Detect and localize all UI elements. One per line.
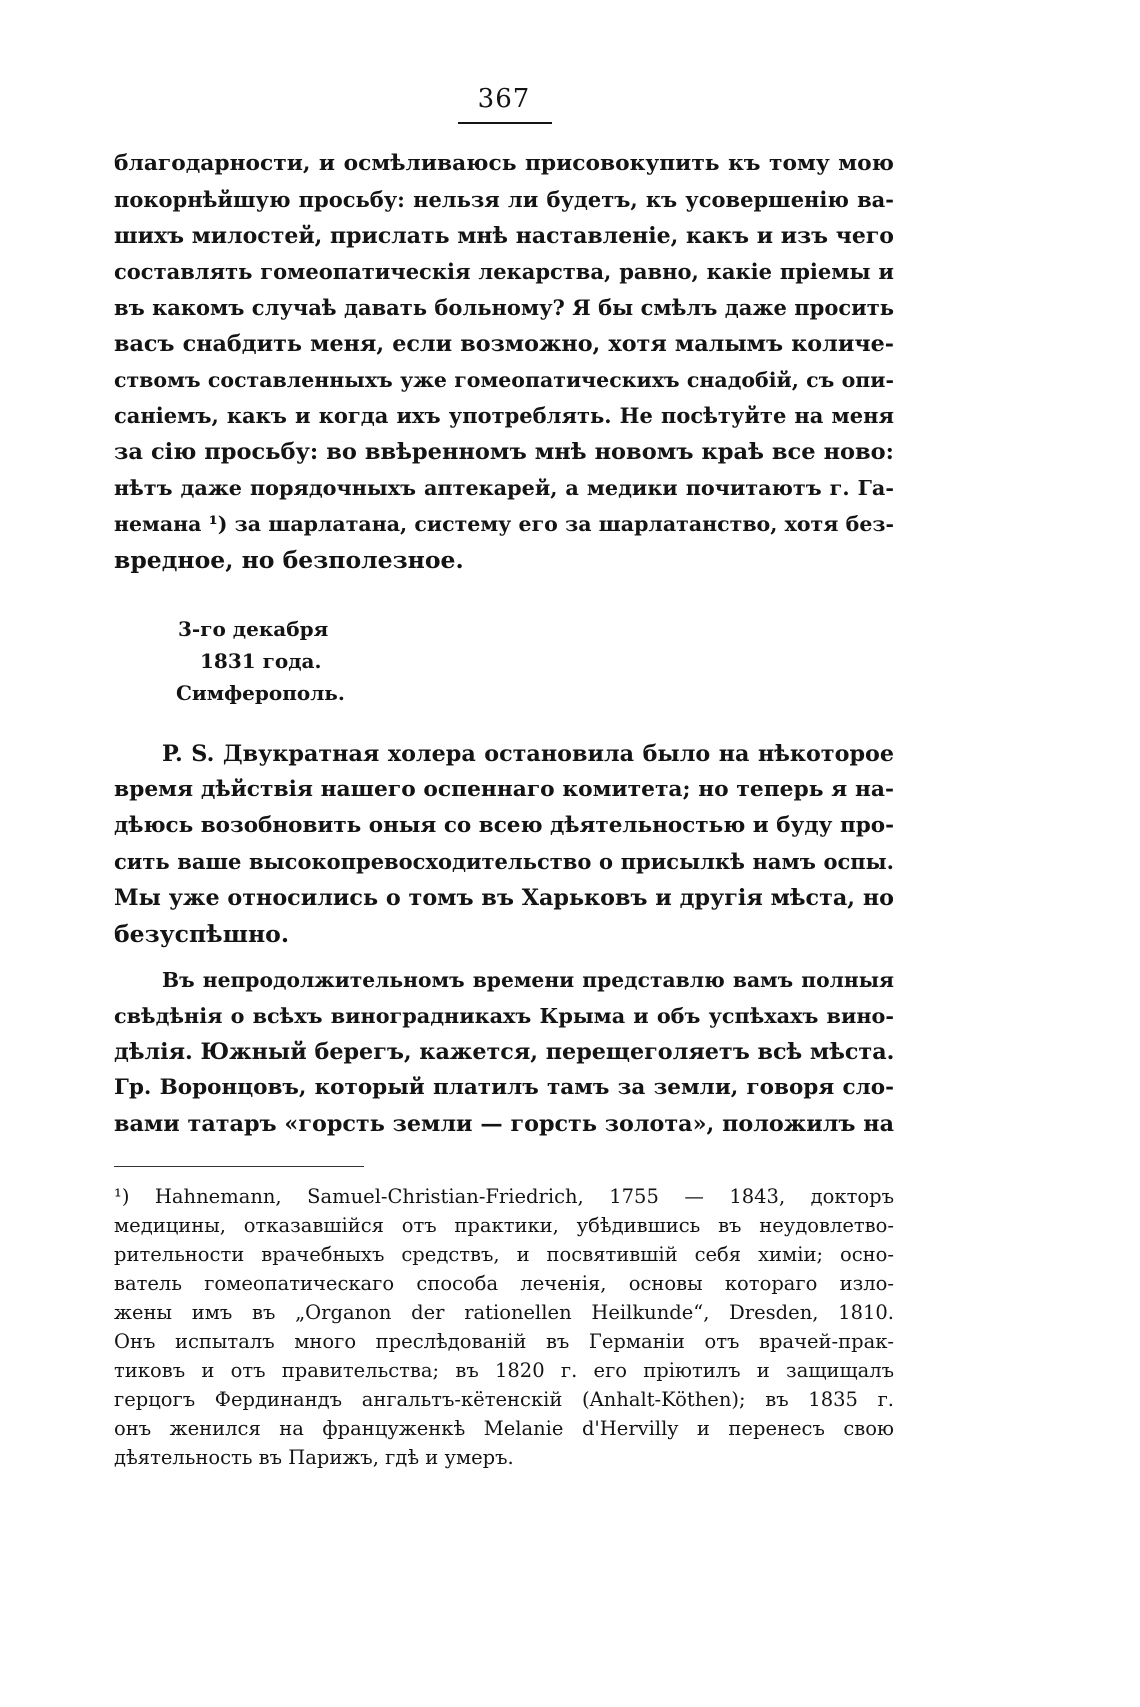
footnote-line: герцогъ Фердинандъ ангальтъ-кётенскій (Anhalt-Köthen); въ 1835 г. <box>114 1388 894 1411</box>
dateline-date: 3-го декабря <box>178 617 329 641</box>
footnote-line: ¹) Hahnemann, Samuel-Christian-Friedrich, 1755 — 1843, докторъ <box>114 1185 894 1208</box>
footnote-line: тиковъ и отъ правительства; въ 1820 г. его пріютилъ и защищалъ <box>114 1359 894 1382</box>
footnote-line: Онъ испыталъ много преслѣдованій въ Германіи отъ врачей-прак- <box>114 1330 894 1353</box>
text-line: немана ¹) за шарлатана, систему его за шарлатанство, хотя без- <box>114 512 894 536</box>
footnote-line: медицины, отказавшійся отъ практики, убѣдившись въ неудовлетво- <box>114 1214 894 1237</box>
footnote-line: ватель гомеопатическаго способа леченія, основы котораго изло- <box>114 1272 894 1295</box>
text-line: вредное, но безполезное. <box>114 546 464 574</box>
text-line: благодарности, и осмѣливаюсь присовокупить къ тому мою <box>114 151 894 176</box>
text-line: свѣдѣнія о всѣхъ виноградникахъ Крыма и объ успѣхахъ вино- <box>114 1004 894 1028</box>
text-line: время дѣйствія нашего оспеннаго комитета; но теперь я на- <box>114 777 894 802</box>
text-line: дѣлія. Южный берегъ, кажется, перещеголяетъ всѣ мѣста. <box>114 1039 895 1065</box>
text-line: составлять гомеопатическія лекарства, равно, какіе пріемы и <box>114 259 894 284</box>
footnote-line: дѣятельность въ Парижъ, гдѣ и умеръ. <box>114 1446 514 1469</box>
text-line: за сію просьбу: во ввѣренномъ мнѣ новомъ краѣ все ново: <box>114 439 894 465</box>
page-number: 367 <box>477 84 531 114</box>
dateline-place: Симферополь. <box>176 681 345 705</box>
text-line: саніемъ, какъ и когда ихъ употреблять. Не посѣтуйте на меня <box>114 403 894 428</box>
text-line: вами татаръ «горсть земли — горсть золота», положилъ на <box>114 1111 894 1137</box>
text-line: въ какомъ случаѣ давать больному? Я бы смѣлъ даже просить <box>114 295 894 320</box>
text-line: P. S. Двукратная холера остановила было на нѣкоторое <box>162 741 894 767</box>
footnote-rule <box>114 1166 364 1167</box>
text-line: сить ваше высокопревосходительство о присылкѣ намъ оспы. <box>114 849 894 874</box>
text-line: Въ непродолжительномъ времени представлю вамъ полныя <box>162 968 894 992</box>
text-line: ствомъ составленныхъ уже гомеопатическихъ снадобій, съ опи- <box>114 368 894 392</box>
footnote-line: жены имъ въ „Organon der rationellen Heilkunde“, Dresden, 1810. <box>114 1301 894 1324</box>
text-line: шихъ милостей, прислать мнѣ наставленіе, какъ и изъ чего <box>114 223 894 249</box>
footnote-line: онъ женился на француженкѣ Melanie d'Hervilly и перенесъ свою <box>114 1417 894 1440</box>
text-line: Мы уже относились о томъ въ Харьковъ и другія мѣста, но <box>114 885 894 911</box>
text-line: безуспѣшно. <box>114 920 290 948</box>
page-number-rule <box>458 122 552 124</box>
text-line: васъ снабдить меня, если возможно, хотя малымъ количе- <box>114 331 894 357</box>
text-line: дѣюсь возобновить оныя со всею дѣятельностью и буду про- <box>114 813 894 838</box>
text-line: покорнѣйшую просьбу: нельзя ли будетъ, къ усовершенію ва- <box>114 187 894 212</box>
text-line: нѣтъ даже порядочныхъ аптекарей, а медики почитаютъ г. Га- <box>114 476 894 500</box>
text-line: Гр. Воронцовъ, который платилъ тамъ за земли, говоря сло- <box>114 1075 894 1100</box>
footnote-line: рительности врачебныхъ средствъ, и посвятившій себя химіи; осно- <box>114 1243 894 1266</box>
dateline-year: 1831 года. <box>200 649 322 673</box>
